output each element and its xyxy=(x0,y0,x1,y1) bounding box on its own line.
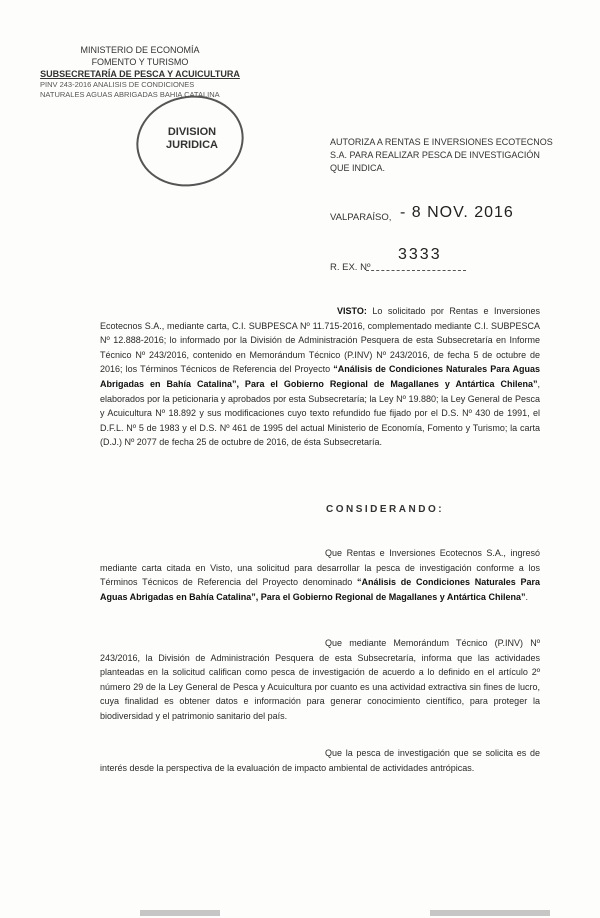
subsecretariat-name: SUBSECRETARÍA DE PESCA Y ACUICULTURA xyxy=(40,69,240,79)
resolution-subject: AUTORIZA A RENTAS E INVERSIONES ECOTECNOS S.A. PARA REALIZAR PESCA DE INVESTIGACIÓN QUE INDICA. xyxy=(330,137,553,173)
resolution-number-line xyxy=(366,270,466,271)
considerando-2-text: Que mediante Memorándum Técnico (P.INV) Nº 243/2016, la División de Administración Pesquera de esta Subsecretaría, informa que las actividades planteadas en la solicitud califican como pesca de investigación de acuerdo a lo definido en el artículo 2º número 29 de la Ley General de Pesca y Acuicultura por cuanto es una actividad extractiva sin fines de lucro, cuya finalidad es obtener datos e información para generar conocimiento científico, para proteger la biodiversidad y el patrimonio sanitario del país. xyxy=(100,638,540,721)
visto-label: VISTO: xyxy=(337,306,367,316)
ministry-subtitle: FOMENTO Y TURISMO xyxy=(91,57,189,67)
visto-paragraph xyxy=(100,304,540,450)
considerando-1 xyxy=(100,546,540,604)
page-bottom-bleed-left xyxy=(140,910,220,916)
stamp-line-2: JURIDICA xyxy=(166,139,218,151)
resolution-number: 3333 xyxy=(398,246,442,263)
considerando-1-project-title: “Análisis de Condiciones Naturales Para Aguas Abrigadas en Bahía Catalina”, Para el Gobierno Regional de Magallanes y Antártica Chilena” xyxy=(100,577,540,602)
visto-project-title: “Análisis de Condiciones Naturales Para Aguas Abrigadas en Bahía Catalina”, Para el Gobierno Regional de Magallanes y Antártica Chilena” xyxy=(100,364,540,389)
issuer-header xyxy=(40,44,240,100)
considerando-heading: CONSIDERANDO: xyxy=(326,504,445,515)
place-label: VALPARAÍSO, xyxy=(330,212,392,223)
visto-text-1: Lo solicitado por Rentas e Inversiones Ecotecnos S.A., mediante carta, C.I. SUBPESCA Nº 11.715-2016, complementado mediante C.I. SUBPESCA Nº 12.888-2016; lo informado por la División de Administración Pesquera de esta Subsecretaría en Informe Técnico Nº 243/2016, contenido en Memorándum Técnico (P.INV) Nº 243/2016, de fecha 5 de octubre de 2016; los Términos Técnicos de Referencia del Proyecto xyxy=(100,306,540,375)
considerando-1-end: . xyxy=(525,591,528,602)
visto-text-2: , elaborados por la peticionaria y aprobados por esta Subsecretaría; la Ley Nº 19.880; la Ley General de Pesca y Acuicultura Nº 18.892 y sus modificaciones cuyo texto refundido fue fijado por el D.S. Nº 430 de 1991, el D.F.L. Nº 5 de 1983 y el D.S. Nº 461 de 1995 del actual Ministerio de Economía, Fomento y Turismo; la carta (D.J.) Nº 2077 de fecha 25 de octubre de 2016, de ésta Subsecretaría. xyxy=(100,378,540,448)
considerando-3 xyxy=(100,746,540,775)
considerando-3-text: Que la pesca de investigación que se solicita es de interés desde la perspectiva de la evaluación de impacto ambiental de actividades antrópicas. xyxy=(100,748,540,773)
considerando-2 xyxy=(100,636,540,724)
resolution-number-label: R. EX. Nº xyxy=(330,262,371,273)
ministry-name: MINISTERIO DE ECONOMÍA xyxy=(80,45,200,55)
file-reference-line-1: PINV 243-2016 ANALISIS DE CONDICIONES xyxy=(40,80,195,89)
considerando-1-text: Que Rentas e Inversiones Ecotecnos S.A., ingresó mediante carta citada en Visto, una solicitud para desarrollar la pesca de investigación conforme a los Términos Técnicos de Referencia del Proyecto denominado xyxy=(100,548,540,588)
stamp-label xyxy=(162,126,222,152)
resolution-date: - 8 NOV. 2016 xyxy=(400,204,514,221)
file-reference-line-2: NATURALES AGUAS ABRIGADAS BAHIA CATALINA xyxy=(40,90,220,99)
page-bottom-bleed-right xyxy=(430,910,550,916)
stamp-line-1: DIVISION xyxy=(167,126,217,138)
